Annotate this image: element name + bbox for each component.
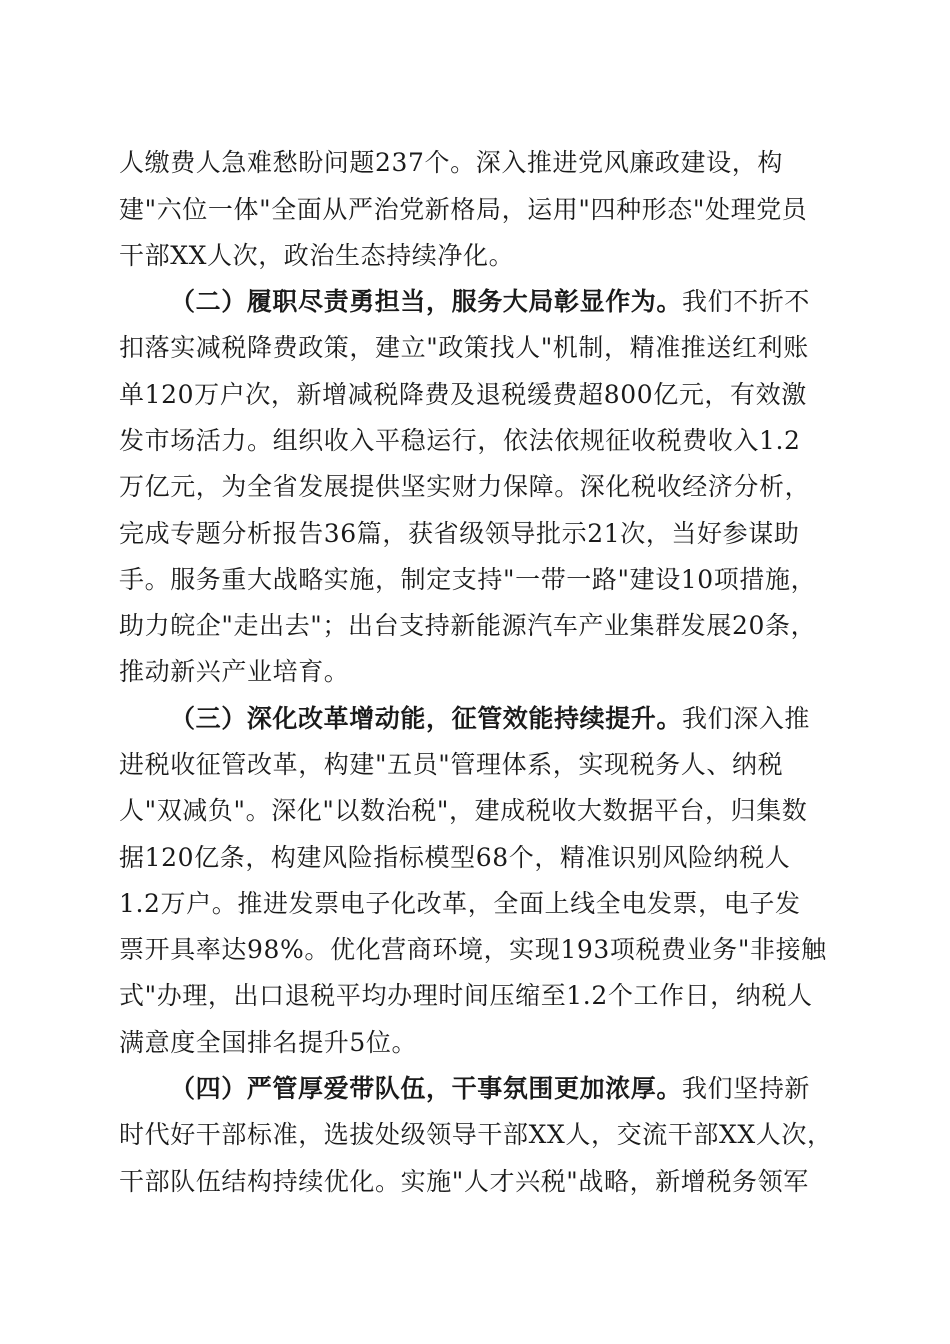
text-line: 推动新兴产业培育。 — [119, 657, 350, 686]
text-line: 票开具率达98%。优化营商环境，实现193项税费业务"非接触 — [119, 935, 827, 964]
text-line: 扣落实减税降费政策，建立"政策找人"机制，精准推送红利账 — [119, 333, 809, 362]
text-line: 万亿元，为全省发展提供坚实财力保障。深化税收经济分析， — [119, 472, 811, 501]
section-heading: （三）深化改革增动能，征管效能持续提升。 — [170, 704, 683, 733]
paragraph-first-line — [170, 704, 810, 734]
section-heading: （二）履职尽责勇担当，服务大局彰显作为。 — [170, 287, 683, 316]
text-line: 式"办理，出口退税平均办理时间压缩至1.2个工作日，纳税人 — [119, 981, 813, 1010]
text-line: 进税收征管改革，构建"五员"管理体系，实现税务人、纳税 — [119, 750, 784, 779]
text-line: 建"六位一体"全面从严治党新格局，运用"四种形态"处理党员 — [119, 195, 808, 224]
paragraph-first-line — [170, 1074, 810, 1104]
text-line: 1.2万户。推进发票电子化改革，全面上线全电发票，电子发 — [119, 889, 801, 918]
text-line: 据120亿条，构建风险指标模型68个，精准识别风险纳税人 — [119, 843, 791, 872]
text-line: 满意度全国排名提升5位。 — [119, 1028, 418, 1057]
text-line: 单120万户次，新增减税降费及退税缓费超800亿元，有效激 — [119, 380, 807, 409]
paragraph-text: 我们不折不 — [682, 287, 811, 316]
text-line: 人缴费人急难愁盼问题237个。深入推进党风廉政建设，构 — [119, 148, 783, 177]
text-line: 人"双减负"。深化"以数治税"，建成税收大数据平台，归集数 — [119, 796, 808, 825]
text-line: 时代好干部标准，选拔处级领导干部XX人，交流干部XX人次， — [119, 1120, 833, 1149]
paragraph-text: 我们坚持新 — [682, 1074, 811, 1103]
section-heading: （四）严管厚爱带队伍，干事氛围更加浓厚。 — [170, 1074, 683, 1103]
text-line: 干部队伍结构持续优化。实施"人才兴税"战略，新增税务领军 — [119, 1167, 809, 1196]
paragraph-first-line — [170, 287, 810, 317]
paragraph-text: 我们深入推 — [682, 704, 811, 733]
text-line: 干部XX人次，政治生态持续净化。 — [119, 241, 515, 270]
text-line: 发市场活力。组织收入平稳运行，依法依规征收税费收入1.2 — [119, 426, 801, 455]
text-line: 完成专题分析报告36篇，获省级领导批示21次，当好参谋助 — [119, 519, 800, 548]
text-line: 手。服务重大战略实施，制定支持"一带一路"建设10项措施， — [119, 565, 817, 594]
text-line: 助力皖企"走出去"；出台支持新能源汽车产业集群发展20条， — [119, 611, 817, 640]
